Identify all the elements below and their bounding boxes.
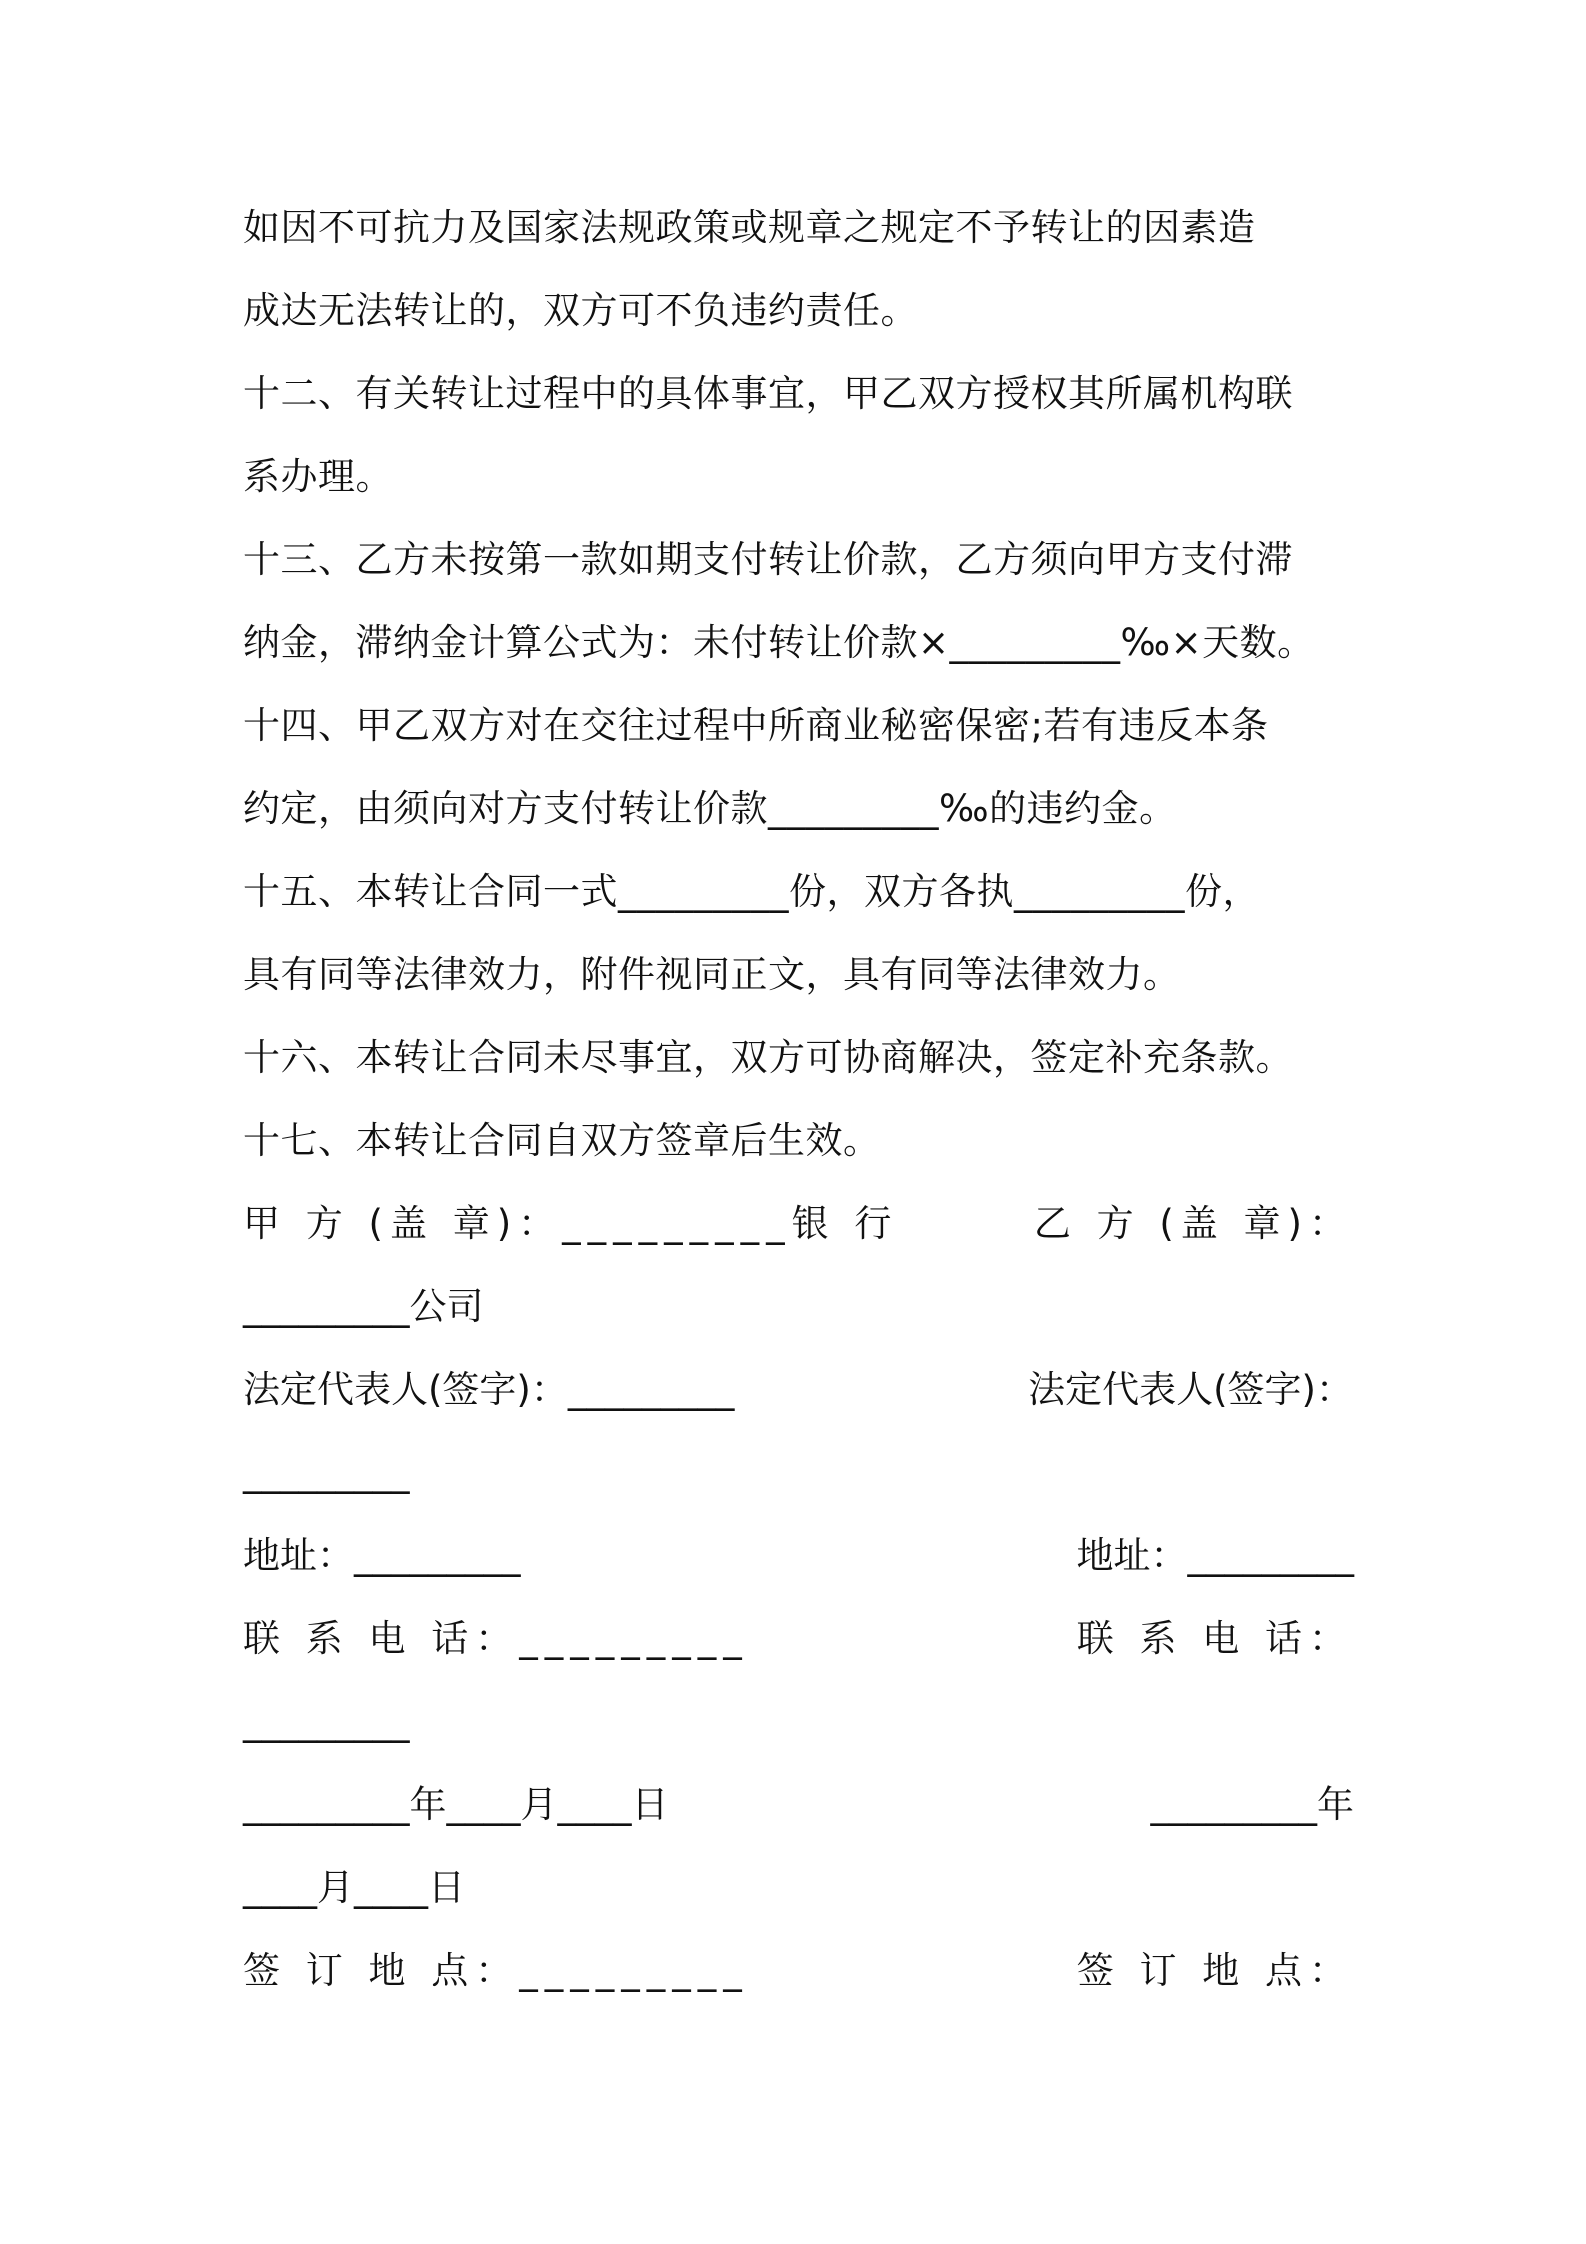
clause-13-line-2: 纳金，滞纳金计算公式为：未付转让价款×_________‰×天数。 — [243, 621, 1315, 664]
party-b-seal-label: 乙 方 (盖 章)： — [1033, 1202, 1353, 1245]
party-a-representative: 法定代表人(签字)：_________ — [243, 1368, 735, 1411]
party-b-representative-blank: _________ — [243, 1451, 410, 1494]
party-a-seal-label: 甲 方 (盖 章)：_________银 行 — [243, 1202, 899, 1245]
party-b-date-month-day: ____月____日 — [243, 1866, 465, 1909]
party-b-date-year: _________年 — [1150, 1783, 1354, 1826]
party-a-address: 地址：_________ — [243, 1534, 521, 1577]
party-b-representative: 法定代表人(签字)： — [1028, 1368, 1353, 1411]
clause-12-line-1: 十二、有关转让过程中的具体事宜，甲乙双方授权其所属机构联 — [243, 372, 1293, 415]
clause-17-line: 十七、本转让合同自双方签章后生效。 — [243, 1119, 881, 1162]
party-b-company-blank: _________公司 — [243, 1285, 484, 1328]
clause-16-line: 十六、本转让合同未尽事宜，双方可协商解决，签定补充条款。 — [243, 1036, 1293, 1079]
clause-14-line-2: 约定，由须向对方支付转让价款_________‰的违约金。 — [243, 787, 1177, 830]
clause-line-1: 如因不可抗力及国家法规政策或规章之规定不予转让的因素造 — [243, 206, 1256, 249]
clause-12-line-2: 系办理。 — [243, 455, 393, 498]
party-a-signing-place: 签 订 地 点：_________ — [243, 1949, 749, 1992]
party-b-address: 地址：_________ — [1076, 1534, 1354, 1577]
party-b-phone-blank: _________ — [243, 1700, 410, 1743]
clause-13-line-1: 十三、乙方未按第一款如期支付转让价款，乙方须向甲方支付滞 — [243, 538, 1293, 581]
clause-15-line-2: 具有同等法律效力，附件视同正文，具有同等法律效力。 — [243, 953, 1181, 996]
party-a-date: _________年____月____日 — [243, 1783, 669, 1826]
party-b-phone: 联 系 电 话： — [1076, 1617, 1353, 1660]
party-a-phone: 联 系 电 话：_________ — [243, 1617, 749, 1660]
clause-14-line-1: 十四、甲乙双方对在交往过程中所商业秘密保密;若有违反本条 — [243, 704, 1269, 747]
clause-line-2: 成达无法转让的，双方可不负违约责任。 — [243, 289, 918, 332]
party-b-signing-place: 签 订 地 点： — [1076, 1949, 1353, 1992]
clause-15-line-1: 十五、本转让合同一式_________份，双方各执_________份， — [243, 870, 1260, 913]
